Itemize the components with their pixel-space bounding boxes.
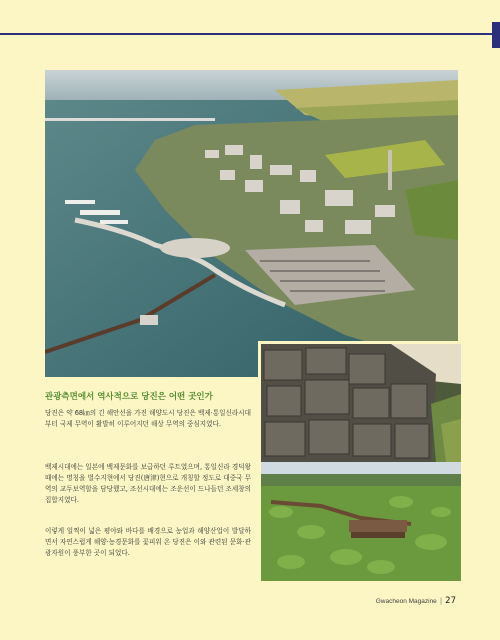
article-heading: 관광측면에서 역사적으로 당진은 어떤 곳인가 [45,392,213,402]
article-paragraph-3: 이렇게 일찍이 넓은 평야와 바다를 배경으로 농업과 해양산업이 발달하면서 자연스럽게 해양·농경문화를 꽃피워 온 당진은 이와 관련된 문화·관광자원이 풍부한 곳이 되었다. [45,527,251,557]
magazine-name: Gwacheon Magazine [375,598,437,605]
lotus-pond-photo [258,462,461,581]
header-rule [0,33,494,35]
article-paragraph-2: 백제시대에는 일본에 백제문화를 보급하던 루트였으며, 통일신라 경덕왕 때에는 명칭을 벌수지현에서 당진(唐津)현으로 개칭할 정도로 대중국 무역의 교두보역할을 담당했고, 조선시대에는 조운선이 드나들던 조세창의 집합지였다. [45,463,251,504]
header-tab-marker [492,22,500,48]
stone-wall-photo [258,341,461,462]
page-number: 27 [445,596,456,606]
aerial-harbor-photo [45,70,458,377]
page-footer [376,596,456,606]
footer-separator: | [439,597,443,605]
article-paragraph-1: 당진은 약 68㎞의 긴 해안선을 가진 해양도시 당진은 백제·통일신라시대부터 국제 무역이 활발히 이루어지던 해상 무역의 중심지였다. [45,409,251,428]
